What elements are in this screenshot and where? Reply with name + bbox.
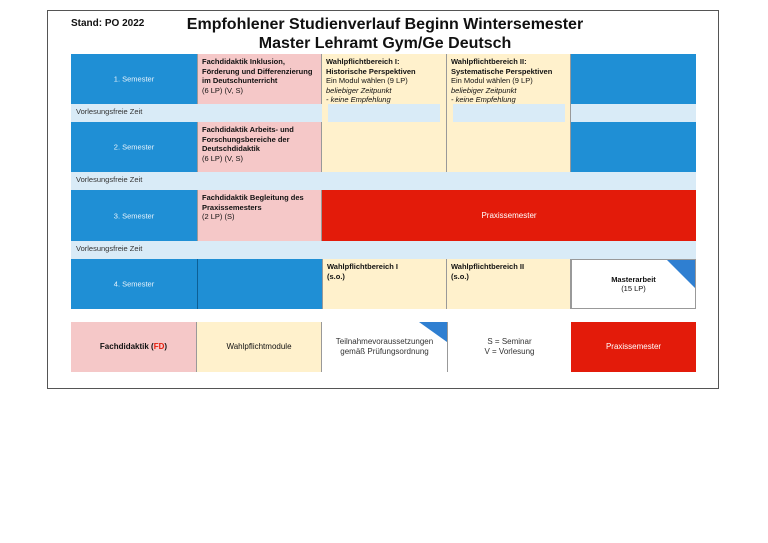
module-wp2-note1: beliebiger Zeitpunkt: [451, 85, 517, 95]
legend-teilnahme-line1: Teilnahmevoraussetzungen: [335, 337, 434, 346]
module-wp2-sem4-title: Wahlpflichtbereich II: [451, 262, 525, 271]
break-row-1-wp2-bar: [453, 104, 565, 122]
break-row-2-label: Vorlesungsfreie Zeit: [76, 175, 143, 184]
semester-4-label: 4. Semester: [113, 279, 155, 289]
semester-4-cell: [71, 259, 197, 309]
break-row-1-label: Vorlesungsfreie Zeit: [76, 107, 143, 116]
prereq-marker-icon: [667, 260, 695, 288]
legend-praxis-label: Praxissemester: [605, 342, 662, 351]
module-fd-inklusion-meta: (6 LP) (V, S): [202, 85, 243, 95]
module-praxissemester: [322, 190, 696, 241]
legend-fd-prefix: Fachdidaktik (: [99, 342, 154, 351]
module-wp1-sem4-title: Wahlpflichtbereich I: [327, 262, 398, 271]
legend-praxis: [571, 322, 696, 372]
semester-2-cell: [71, 122, 197, 172]
module-fd-arbeitsbereiche-meta: (6 LP) (V, S): [202, 153, 243, 163]
module-wp1-sem4-meta: (s.o.): [327, 271, 345, 281]
legend-teilnahme-line2: gemäß Prüfungsordnung: [340, 347, 429, 356]
module-wp1-subtitle: Historische Perspektiven: [326, 66, 416, 76]
module-wp1-choose: Ein Modul wählen (9 LP): [326, 76, 408, 85]
legend-fd-suffix: ): [164, 342, 168, 351]
page-title: Empfohlener Studienverlauf Beginn Wintersemester: [186, 16, 584, 33]
legend-vorlesung: V = Vorlesung: [484, 347, 535, 356]
module-fd-arbeitsbereiche-title: Fachdidaktik Arbeits- und Forschungsbereiche der Deutschdidaktik: [202, 125, 294, 153]
module-masterarbeit-meta: (15 LP): [621, 284, 646, 293]
page-subtitle: Master Lehramt Gym/Ge Deutsch: [258, 35, 512, 52]
semester-1-cell: [71, 54, 197, 104]
semester-3-cell: [71, 190, 197, 241]
break-row-3: [71, 241, 696, 259]
module-wp2-subtitle: Systematische Perspektiven: [451, 66, 553, 76]
module-masterarbeit: [571, 259, 696, 309]
module-wp2-title: Wahlpflichtbereich II:: [451, 57, 527, 66]
module-wp2-sem4: [447, 259, 571, 309]
break-row-2: [71, 172, 696, 190]
module-wp2-note2: - keine Empfehlung: [451, 95, 516, 104]
stand-label: Stand: PO 2022: [71, 18, 145, 29]
legend-teilnahme: [322, 322, 447, 372]
module-wp1-sem4: [322, 259, 447, 309]
module-wp1-title: Wahlpflichtbereich I:: [326, 57, 400, 66]
break-row-3-label: Vorlesungsfreie Zeit: [76, 244, 143, 253]
module-wp2-sem4-meta: (s.o.): [451, 271, 469, 281]
prereq-legend-icon: [419, 322, 447, 342]
legend-abbreviations: [447, 322, 571, 372]
module-masterarbeit-title: Masterarbeit: [611, 274, 656, 284]
legend-seminar: S = Seminar: [487, 337, 532, 346]
semester-4-blank: [197, 259, 322, 309]
semester-2-label: 2. Semester: [113, 142, 155, 152]
legend-fd-abbr: FD: [153, 342, 165, 351]
module-fd-inklusion: [197, 54, 322, 104]
module-fd-praxis: [197, 190, 322, 241]
module-wp1-note1: beliebiger Zeitpunkt: [326, 85, 392, 95]
module-fd-praxis-meta: (2 LP) (S): [202, 212, 235, 221]
module-wp1-note2: - keine Empfehlung: [326, 95, 391, 104]
break-row-1-end: [571, 104, 696, 122]
legend-fd: [71, 322, 197, 372]
module-fd-praxis-title: Fachdidaktik Begleitung des Praxissemesters: [202, 193, 304, 212]
legend-wahlpflicht-label: Wahlpflichtmodule: [226, 342, 292, 351]
module-fd-arbeitsbereiche: [197, 122, 322, 172]
module-praxissemester-label: Praxissemester: [481, 210, 537, 220]
module-fd-inklusion-title: Fachdidaktik Inklusion, Förderung und Differenzierung im Deutschunterricht: [202, 57, 313, 85]
semester-1-label: 1. Semester: [113, 74, 155, 84]
semester-1-blank: [571, 54, 696, 104]
break-row-1-wp1-bar: [328, 104, 440, 122]
semester-3-label: 3. Semester: [113, 210, 155, 220]
legend-wahlpflicht: [197, 322, 322, 372]
semester-2-blank: [571, 122, 696, 172]
module-wp2-choose: Ein Modul wählen (9 LP): [451, 76, 533, 85]
break-row-1: [71, 104, 322, 122]
